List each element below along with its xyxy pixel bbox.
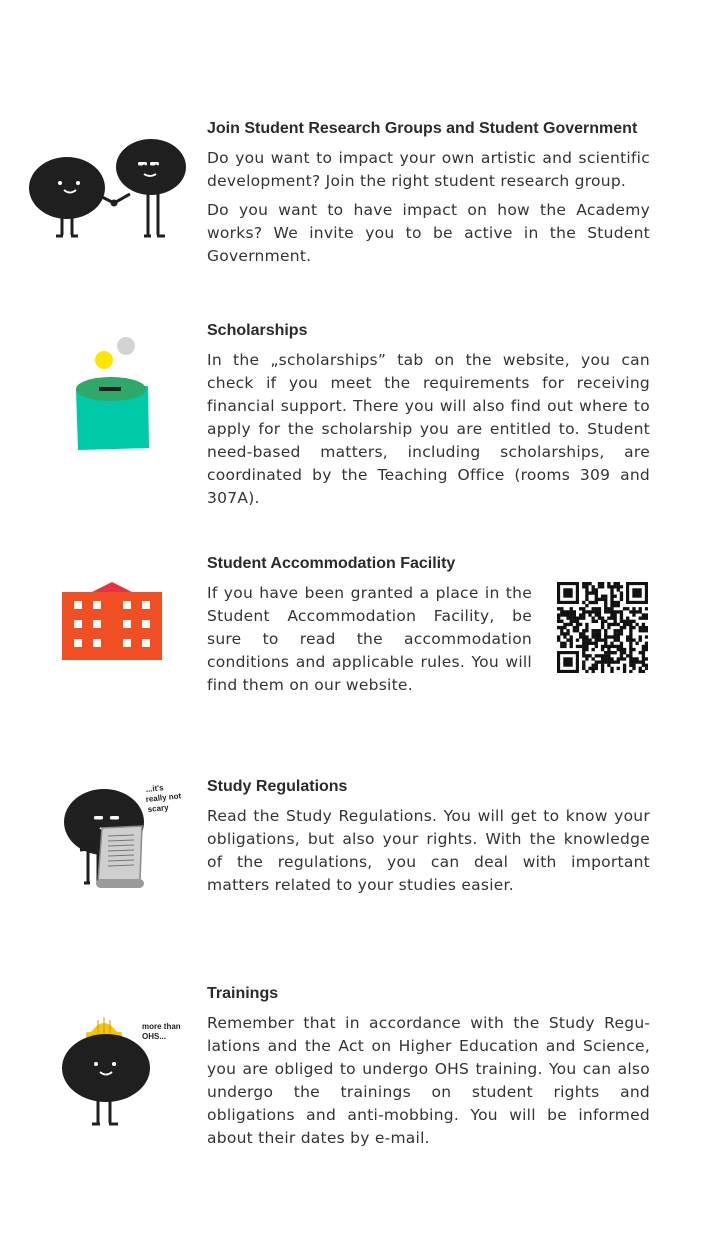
section-text (207, 777, 650, 897)
section-paragraph: In the „scholarships” tab on the website, you can check if you meet the requirements for receiving financial support. There you will also find out where to apply for the scholarship you are entitled to. Student need-based matters, including scholarships, are coordinated by the Teaching Office (rooms 309 and 307A). (207, 351, 650, 507)
section-paragraph: Remember that in accordance with the Study Regulations and the Act on Higher Education and Science, you are obliged to undergo OHS training. You can also undergo the trainings on student rights and obligations and anti-mobbing. You will be informed about their dates by e-mail. (207, 1014, 650, 1147)
svg-text:scary: scary (147, 802, 170, 814)
dormitory-building-illustration (62, 582, 162, 662)
section-paragraph: Do you want to have impact on how the Academy works? We invite you to be active in the Student Government. (207, 201, 650, 265)
svg-text:...it's: ...it's (145, 783, 165, 794)
qr-code[interactable] (557, 582, 648, 673)
section-text (207, 119, 650, 268)
piggy-bank-coins-illustration (72, 334, 154, 454)
svg-text:OHS...: OHS... (142, 1032, 167, 1041)
character-with-scroll-illustration (62, 782, 188, 892)
section-title: Scholarships (207, 322, 308, 339)
svg-text:really not: really not (145, 791, 182, 804)
section-title: Join Student Research Groups and Student Government (207, 120, 638, 137)
section-title: Trainings (207, 985, 279, 1002)
section-paragraph: Read the Study Regulations. You will get to know your obligations, but also your rights. With the knowledge of the regulations, you can deal with important matters related to your studies easier. (207, 807, 650, 894)
svg-text:more than: more than (142, 1022, 181, 1031)
two-characters-handshake-illustration (26, 136, 190, 240)
section-title: Study Regulations (207, 778, 348, 795)
section-text (207, 984, 650, 1150)
section-paragraph: If you have been granted a place in the Student Accommodation Facility, be sure to read the accommodation conditions and applicable rules. You will find them on our website. (207, 584, 532, 694)
section-title: Student Accommodation Facility (207, 555, 456, 572)
section-text (207, 321, 650, 510)
character-with-hard-hat-illustration (58, 1012, 188, 1128)
section-paragraph: Do you want to impact your own artistic and scientific development? Join the right student research group. (207, 149, 650, 190)
